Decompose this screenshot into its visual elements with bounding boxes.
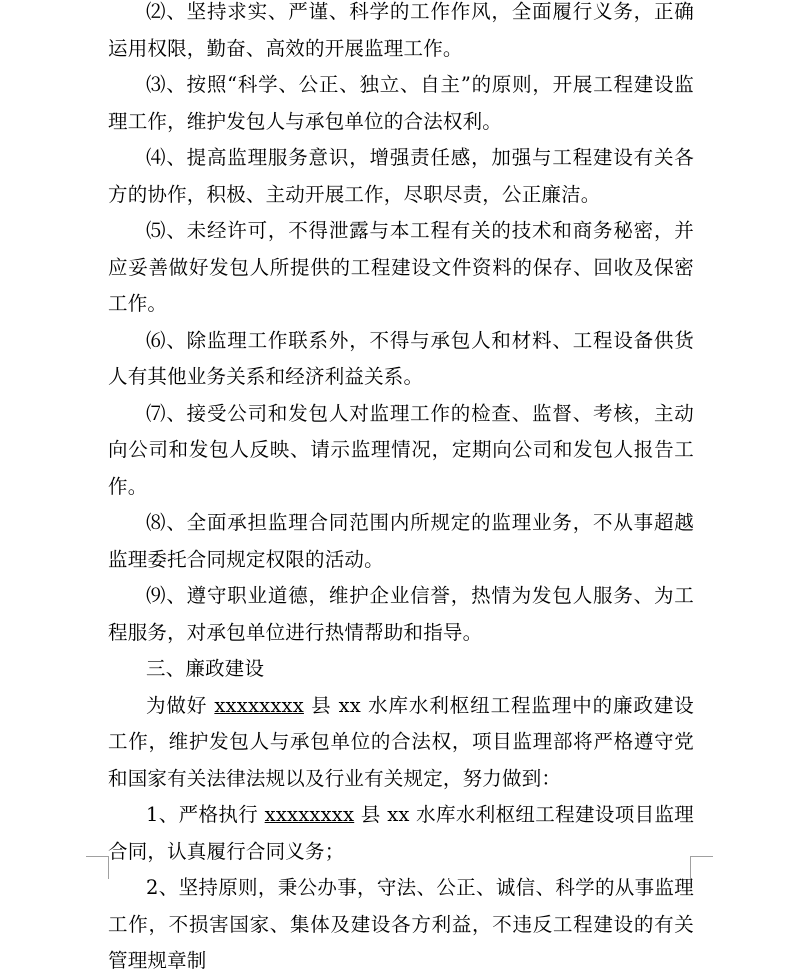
- paragraph-9: ⑼、遵守职业道德，维护企业信誉，热情为发包人服务、为工程服务，对承包单位进行热情帮助和指导。: [108, 584, 694, 644]
- crop-mark-bottom-right: [690, 856, 713, 879]
- paragraph-4: ⑷、提高监理服务意识，增强责任感，加强与工程建设有关各方的协作，积极、主动开展工作，尽职尽责，公正廉洁。: [108, 146, 694, 206]
- paragraph-3: ⑶、按照“科学、公正、独立、自主”的原则，开展工程建设监理工作，维护发包人与承包单位的合法权利。: [108, 73, 694, 133]
- document-body: [108, 0, 694, 980]
- crop-mark-bottom-left: [86, 856, 109, 879]
- placeholder-county-name: xxxxxxxx: [214, 693, 304, 717]
- paragraph-5: ⑸、未经许可，不得泄露与本工程有关的技术和商务秘密，并应妥善做好发包人所提供的工程建设文件资料的保存、回收及保密工作。: [108, 219, 694, 315]
- placeholder-county-name: xxxxxxxx: [264, 803, 355, 826]
- paragraph-integrity-intro: 为做好 xxxxxxxx 县 xx 水库水利枢纽工程监理中的廉政建设工作，维护发包人与承包单位的合法权，项目监理部将严格遵守党和国家有关法律法规以及行业有关规定，努力做到：: [108, 693, 694, 790]
- paragraph-6: ⑹、除监理工作联系外，不得与承包人和材料、工程设备供货人有其他业务关系和经济利益关系。: [108, 328, 694, 388]
- paragraph-integrity-1: 1、严格执行 xxxxxxxx 县 xx 水库水利枢纽工程建设项目监理合同，认真履行合同义务；: [108, 803, 694, 863]
- paragraph-8: ⑻、全面承担监理合同范围内所规定的监理业务，不从事超越监理委托合同规定权限的活动。: [108, 511, 694, 571]
- paragraph-7: ⑺、接受公司和发包人对监理工作的检查、监督、考核，主动向公司和发包人反映、请示监理情况，定期向公司和发包人报告工作。: [108, 401, 694, 498]
- section-heading-integrity: 三、廉政建设: [146, 657, 265, 680]
- paragraph-integrity-2: 2、坚持原则，秉公办事，守法、公正、诚信、科学的从事监理工作，不损害国家、集体及建设各方利益，不违反工程建设的有关管理规章制: [108, 876, 694, 972]
- paragraph-2: ⑵、坚持求实、严谨、科学的工作作风，全面履行义务，正确运用权限，勤奋、高效的开展监理工作。: [108, 0, 694, 60]
